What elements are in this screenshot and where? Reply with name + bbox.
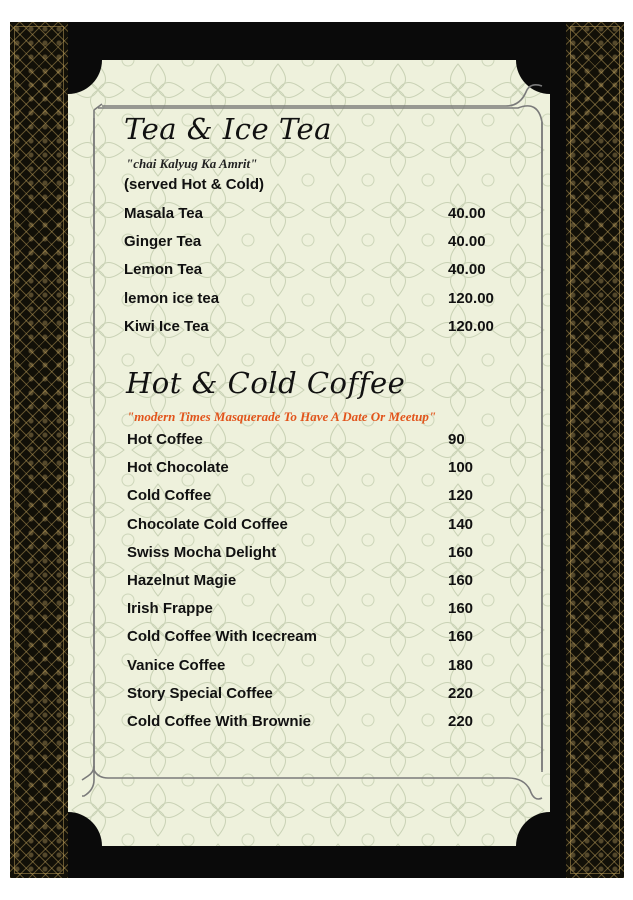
- menu-item-name: Lemon Tea: [124, 261, 203, 279]
- menu-item-name: Hot Coffee: [127, 431, 203, 448]
- menu-item-row: [127, 657, 517, 681]
- menu-item-price: 160: [448, 600, 474, 618]
- menu-item-price: 40.00: [448, 233, 486, 251]
- menu-item-name: Irish Frappe: [127, 600, 213, 618]
- menu-item-name: Masala Tea: [124, 205, 203, 222]
- menu-item-row: [127, 431, 517, 455]
- menu-item-row: [127, 572, 517, 596]
- menu-item-name: Kiwi Ice Tea: [124, 317, 209, 335]
- menu-item-name: Ginger Tea: [124, 233, 202, 251]
- menu-item-name: Story Special Coffee: [127, 684, 273, 702]
- menu-item-name: Cold Coffee With Icecream: [127, 628, 317, 646]
- menu-item-row: [127, 459, 517, 483]
- menu-item-row: [127, 544, 517, 568]
- menu-item-row: [127, 628, 517, 652]
- menu-item-name: Cold Coffee: [127, 487, 212, 505]
- menu-item-price: 120.00: [448, 289, 494, 307]
- menu-item-row: [127, 685, 517, 709]
- menu-item-name: Hot Chocolate: [127, 459, 229, 477]
- menu-item-row: [124, 205, 514, 229]
- menu-item-price: 160: [448, 572, 474, 589]
- section-tagline-coffee: "modern Times Masquerade To Have A Date Or Meetup": [127, 409, 437, 424]
- section-tagline-tea: "chai Kalyug Ka Amrit": [126, 156, 258, 171]
- menu-item-name: Swiss Mocha Delight: [127, 543, 277, 561]
- menu-item-price: 40.00: [448, 261, 486, 279]
- section-note-tea: (served Hot & Cold): [124, 176, 265, 193]
- menu-item-price: 180: [448, 656, 474, 674]
- menu-item-price: 220: [448, 684, 474, 702]
- menu-item-price: 160: [448, 628, 474, 646]
- menu-item-row: [127, 516, 517, 540]
- menu-item-row: [124, 290, 514, 314]
- menu-item-name: lemon ice tea: [124, 289, 220, 307]
- menu-item-price: 120.00: [448, 317, 494, 335]
- menu-item-price: 100: [448, 459, 474, 477]
- section-heading-coffee: Hot & Cold Coffee: [126, 366, 406, 400]
- menu-item-row: [127, 713, 517, 737]
- menu-item-row: [124, 261, 514, 285]
- menu-item-price: 140: [448, 515, 474, 533]
- menu-item-name: Vanice Coffee: [127, 656, 226, 674]
- menu-item-price: 40.00: [448, 205, 486, 222]
- menu-item-row: [127, 487, 517, 511]
- menu-item-row: [127, 600, 517, 624]
- menu-item-name: Cold Coffee With Brownie: [127, 713, 312, 730]
- menu-item-row: [124, 233, 514, 257]
- section-heading-tea: Tea & Ice Tea: [124, 112, 332, 146]
- menu-item-row: [124, 318, 514, 342]
- menu-item-price: 160: [448, 543, 474, 561]
- menu-item-name: Hazelnut Magie: [127, 572, 237, 589]
- menu-item-price: 90: [448, 431, 465, 448]
- menu-item-name: Chocolate Cold Coffee: [127, 515, 288, 533]
- menu-item-price: 220: [448, 713, 474, 730]
- menu-item-price: 120: [448, 487, 474, 505]
